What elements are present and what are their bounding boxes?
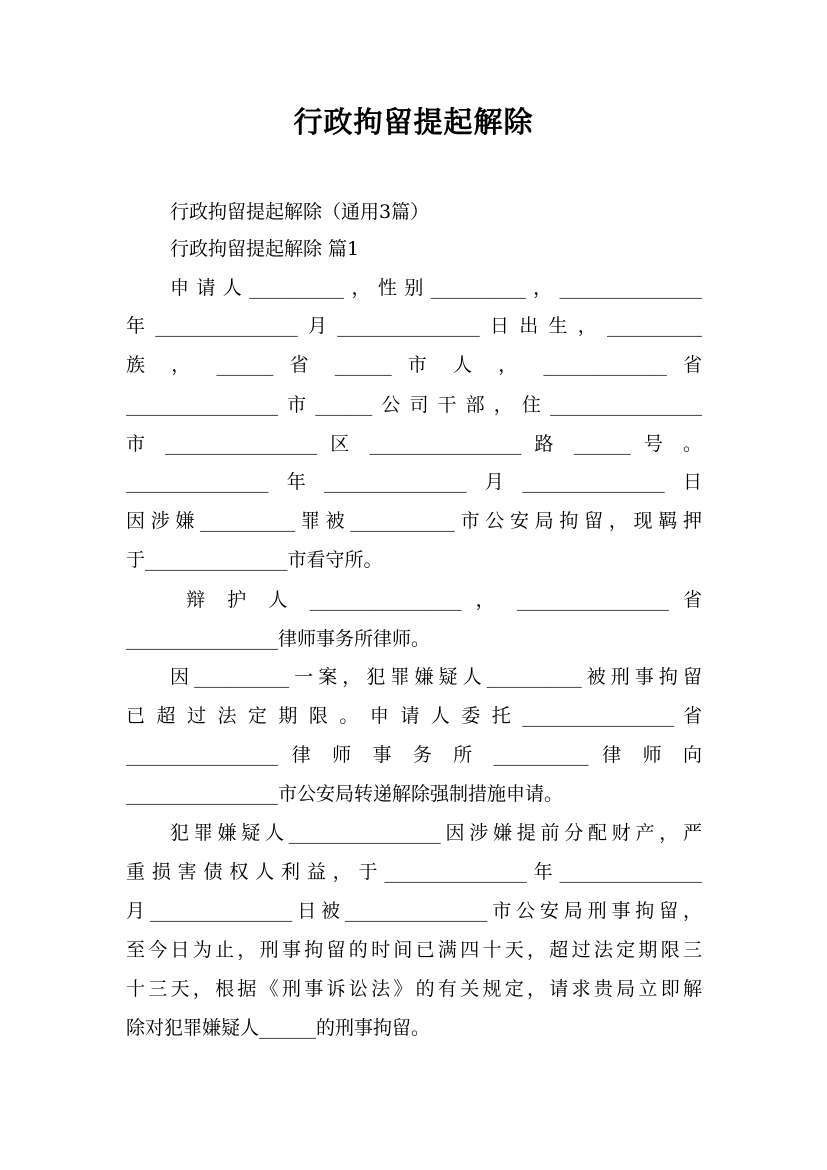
body-line: 年_______________月_______________日出生，__________ — [126, 315, 702, 337]
body-line: 市 ________________ 区 ________________ 路 ______ 号 。 — [126, 433, 702, 455]
body-line: 已 超 过 法 定 期 限 。 申 请 人 委 托 ________________ 省 — [126, 705, 702, 727]
body-line: 犯罪嫌疑人________________因涉嫌提前分配财产，严 — [170, 822, 702, 844]
body-line: 申请人__________，性别__________，_______________ — [170, 277, 702, 299]
body-line: 月_______________日被_______________市公安局刑事拘留， — [126, 900, 702, 922]
body-line: 辩 护 人 ________________ ， ________________ 省 — [186, 589, 702, 611]
body-line: 因__________一案，犯罪嫌疑人__________被刑事拘留 — [170, 666, 702, 688]
body-line: 十三天，根据《刑事诉讼法》的有关规定，请求贵局立即解 — [126, 978, 702, 1000]
body-line: 于_______________市看守所。 — [126, 549, 383, 571]
body-line: _______________年_______________月_______________日 — [126, 471, 702, 493]
subtitle-line: 行政拘留提起解除（通用3篇） — [170, 201, 430, 223]
body-line: 除对犯罪嫌疑人______的刑事拘留。 — [126, 1017, 431, 1039]
body-line: 因涉嫌__________罪被___________市公安局拘留，现羁押 — [126, 510, 702, 532]
body-line: ________________ 律 师 事 务 所 __________ 律 师 向 — [126, 744, 702, 766]
body-line: ________________市______公司干部，住________________ — [126, 394, 702, 416]
document-title: 行政拘留提起解除 — [293, 105, 534, 139]
body-line: ________________律师事务所律师。 — [126, 628, 431, 650]
body-line: 族 ， ______ 省 ______ 市 人 ， _____________ 省 — [126, 354, 702, 376]
body-line: ________________市公安局转递解除强制措施申请。 — [126, 783, 564, 805]
section-heading: 行政拘留提起解除 篇1 — [170, 238, 360, 260]
body-line: 重损害债权人利益，于_______________年_______________ — [126, 861, 702, 883]
body-line: 至今日为止，刑事拘留的时间已满四十天，超过法定期限三 — [126, 939, 702, 961]
